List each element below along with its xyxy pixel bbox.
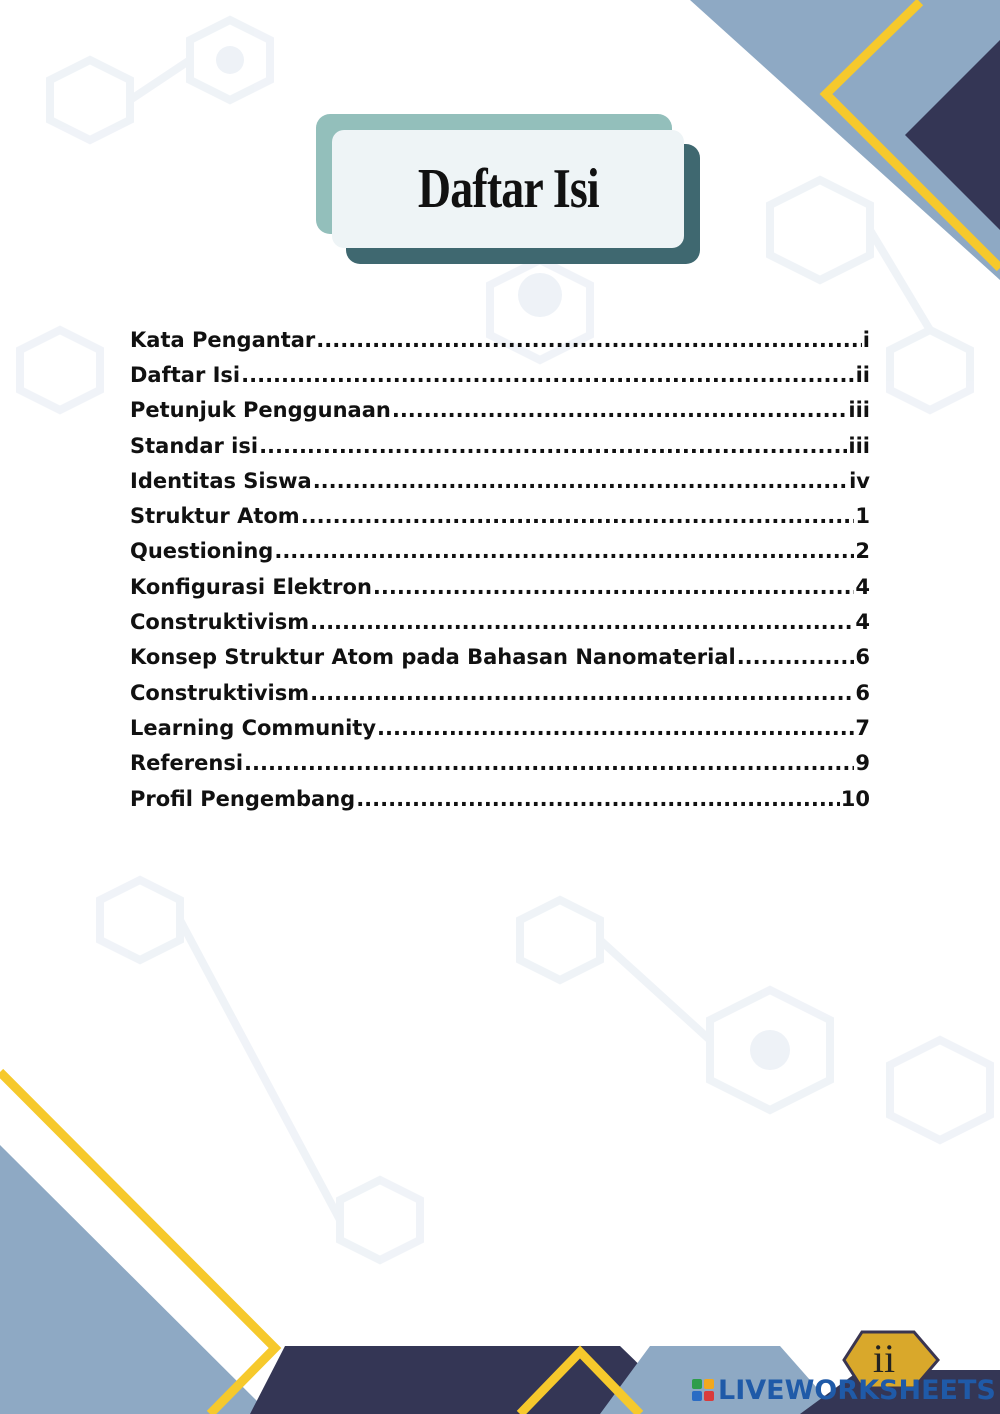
toc-entry	[130, 710, 870, 745]
liveworksheets-text: LIVEWORKSHEETS	[718, 1374, 996, 1406]
toc-entry-title: Kata Pengantar	[130, 327, 316, 352]
toc-entry	[130, 463, 870, 498]
toc-entry-title: Konfigurasi Elektron	[130, 574, 372, 599]
toc-leader-dots	[244, 751, 854, 775]
toc-entry	[130, 534, 870, 569]
toc-entry-page: iv	[849, 468, 870, 493]
toc-leader-dots	[377, 716, 854, 740]
toc-entry	[130, 675, 870, 710]
title-banner	[316, 114, 702, 266]
toc-entry-page: i	[862, 327, 870, 352]
toc-leader-dots	[392, 398, 848, 422]
toc-entry	[130, 393, 870, 428]
toc-entry-title: Identitas Siswa	[130, 468, 312, 493]
toc-entry-page: iii	[848, 398, 870, 423]
toc-entry	[130, 428, 870, 463]
toc-leader-dots	[241, 363, 854, 387]
toc-entry	[130, 322, 870, 357]
toc-leader-dots	[313, 469, 848, 493]
page-title: Daftar Isi	[417, 158, 599, 220]
toc-entry-page: 6	[855, 680, 870, 705]
toc-leader-dots	[737, 645, 855, 669]
toc-entry-page: 2	[855, 539, 870, 564]
toc-leader-dots	[310, 610, 854, 634]
toc-entry-page: 10	[840, 786, 870, 811]
toc-entry	[130, 746, 870, 781]
toc-leader-dots	[310, 681, 854, 705]
toc-entry-page: 4	[855, 574, 870, 599]
page-number-badge-text: ii	[872, 1335, 896, 1381]
toc-entry-page: 9	[855, 751, 870, 776]
toc-entry-page: 6	[855, 645, 870, 670]
toc-leader-dots	[274, 539, 854, 563]
toc-entry	[130, 498, 870, 533]
toc-entry-title: Construktivism	[130, 680, 310, 705]
toc-entry-title: Struktur Atom	[130, 504, 300, 529]
toc-leader-dots	[373, 575, 854, 599]
toc-entry-title: Daftar Isi	[130, 362, 241, 387]
toc-leader-dots	[301, 504, 855, 528]
toc-entry-page: 7	[855, 715, 870, 740]
toc-entry-title: Referensi	[130, 751, 244, 776]
toc-entry-page: ii	[855, 362, 870, 387]
toc-entry-title: Profil Pengembang	[130, 786, 356, 811]
toc-leader-dots	[259, 434, 847, 458]
toc-entry-title: Standar isi	[130, 433, 259, 458]
toc-entry	[130, 640, 870, 675]
liveworksheets-logo-icon	[692, 1379, 714, 1401]
toc-entry-page: 4	[855, 610, 870, 635]
toc-entry	[130, 569, 870, 604]
liveworksheets-watermark	[692, 1372, 996, 1408]
toc-entry	[130, 604, 870, 639]
toc-entry-page: iii	[848, 433, 870, 458]
toc-entry-title: Construktivism	[130, 610, 310, 635]
toc-entry	[130, 357, 870, 392]
corner-bottom-left-blue	[0, 1145, 270, 1414]
toc-entry-title: Learning Community	[130, 715, 377, 740]
toc-entry-page: 1	[855, 504, 870, 529]
table-of-contents	[130, 322, 870, 816]
toc-entry-title: Petunjuk Penggunaan	[130, 398, 391, 423]
toc-entry	[130, 781, 870, 816]
title-banner-front	[332, 130, 684, 248]
toc-leader-dots	[356, 787, 840, 811]
toc-entry-title: Konsep Struktur Atom pada Bahasan Nanomaterial	[130, 645, 736, 670]
toc-entry-title: Questioning	[130, 539, 274, 564]
toc-leader-dots	[316, 328, 862, 352]
